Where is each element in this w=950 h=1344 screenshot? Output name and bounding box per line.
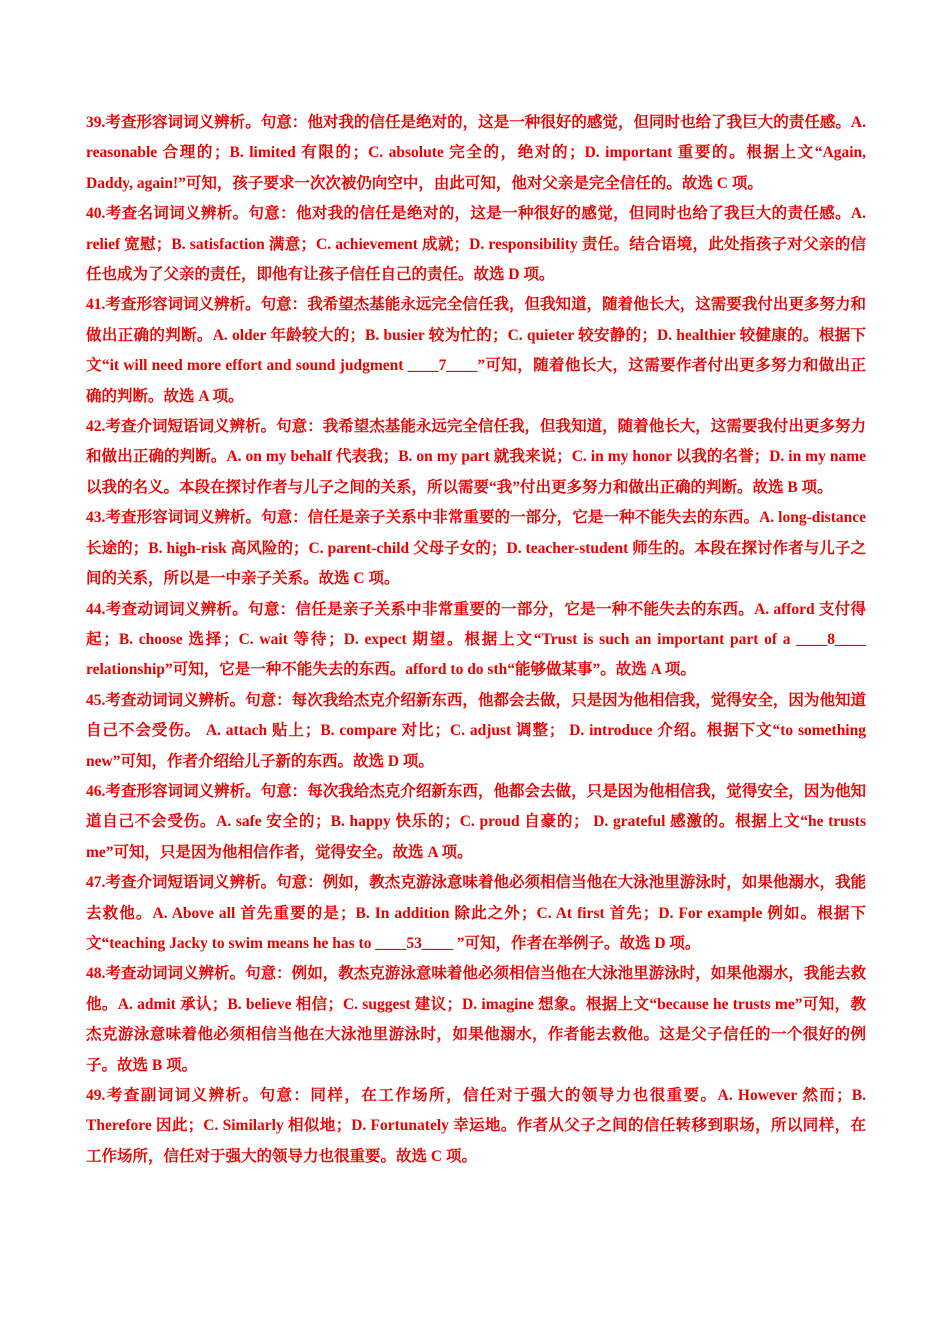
explanation-40: 40.考查名词词义辨析。句意：他对我的信任是绝对的，这是一种很好的感觉，但同时也给了我巨大的责任感。A. relief 宽慰；B. satisfaction 满意；C. achievement 成就；D. responsibility 责任。结合语境，此处指孩子对父亲的信任也成为了父亲的责任，即他有让孩子信任自己的责任。故选 D 项。	[86, 205, 866, 284]
explanation-39: 39.考查形容词词义辨析。句意：他对我的信任是绝对的，这是一种很好的感觉，但同时也给了我巨大的责任感。A. reasonable 合理的；B. limited 有限的；C. absolute 完全的，绝对的；D. important 重要的。根据上文“Again, Daddy, again!”可知，孩子要求一次次被仍向空中，由此可知，他对父亲是完全信任的。故选 C 项。	[86, 114, 866, 192]
explanation-44: 44.考查动词词义辨析。句意：信任是亲子关系中非常重要的一部分，它是一种不能失去的东西。A. afford 支付得起；B. choose 选择；C. wait 等待；D. expect 期望。根据上文“Trust is such an important part of a ____8____ relationship”可知，它是一种不能失去的东西。afford to do sth“能够做某事”。故选 A 项。	[86, 600, 866, 679]
explanation-43: 43.考查形容词词义辨析。句意：信任是亲子关系中非常重要的一部分，它是一种不能失去的东西。A. long-distance 长途的；B. high-risk 高风险的；C. parent-child 父母子女的；D. teacher-student 师生的。本段在探讨作者与儿子之间的关系，所以是一中亲子关系。故选 C 项。	[86, 509, 866, 588]
explanation-48: 48.考查动词词义辨析。句意：例如，教杰克游泳意味着他必须相信当他在大泳池里游泳时，如果他溺水，我能去救他。A. admit 承认；B. believe 相信；C. suggest 建议；D. imagine 想象。根据上文“because he trusts me”可知，教杰克游泳意味着他必须相信当他在大泳池里游泳时，如果他溺水，作者能去救他。这是父子信任的一个很好的例子。故选 B 项。	[86, 965, 866, 1074]
explanation-47: 47.考查介词短语词义辨析。句意：例如，教杰克游泳意味着他必须相信当他在大泳池里游泳时，如果他溺水，我能去救他。A. Above all 首先重要的是；B. In addition 除此之外；C. At first 首先；D. For example 例如。根据下文“teaching Jacky to swim means he has to ____53____ ”可知，作者在举例子。故选 D 项。	[86, 874, 866, 952]
explanation-49: 49.考查副词词义辨析。句意：同样，在工作场所，信任对于强大的领导力也很重要。A. However 然而；B. Therefore 因此；C. Similarly 相似地；D. Fortunately 幸运地。作者从父子之间的信任转移到职场，所以同样，在工作场所，信任对于强大的领导力也很重要。故选 C 项。	[86, 1087, 866, 1165]
explanation-41: 41.考查形容词词义辨析。句意：我希望杰基能永远完全信任我，但我知道，随着他长大，这需要我付出更多努力和做出正确的判断。A. older 年龄较大的；B. busier 较为忙的；C. quieter 较安静的；D. healthier 较健康的。根据下文“it will need more effort and sound judgment ____7____”可知，随着他长大，这需要作者付出更多努力和做出正确的判断。故选 A 项。	[86, 296, 866, 405]
answer-explanations	[86, 108, 866, 1172]
explanation-42: 42.考查介词短语词义辨析。句意：我希望杰基能永远完全信任我，但我知道，随着他长大，这需要我付出更多努力和做出正确的判断。A. on my behalf 代表我；B. on my part 就我来说；C. in my honor 以我的名誉；D. in my name 以我的名义。本段在探讨作者与儿子之间的关系，所以需要“我”付出更多努力和做出正确的判断。故选 B 项。	[86, 418, 866, 496]
explanation-46: 46.考查形容词词义辨析。句意：每次我给杰克介绍新东西，他都会去做，只是因为他相信我，觉得安全，因为他知道自己不会受伤。A. safe 安全的；B. happy 快乐的；C. proud 自豪的； D. grateful 感激的。根据上文“he trusts me”可知，只是因为他相信作者，觉得安全。故选 A 项。	[86, 782, 866, 861]
explanation-45: 45.考查动词词义辨析。句意：每次我给杰克介绍新东西，他都会去做，只是因为他相信我，觉得安全，因为他知道自己不会受伤。 A. attach 贴上；B. compare 对比；C. adjust 调整； D. introduce 介绍。根据下文“to something new”可知，作者介绍给儿子新的东西。故选 D 项。	[86, 691, 866, 770]
